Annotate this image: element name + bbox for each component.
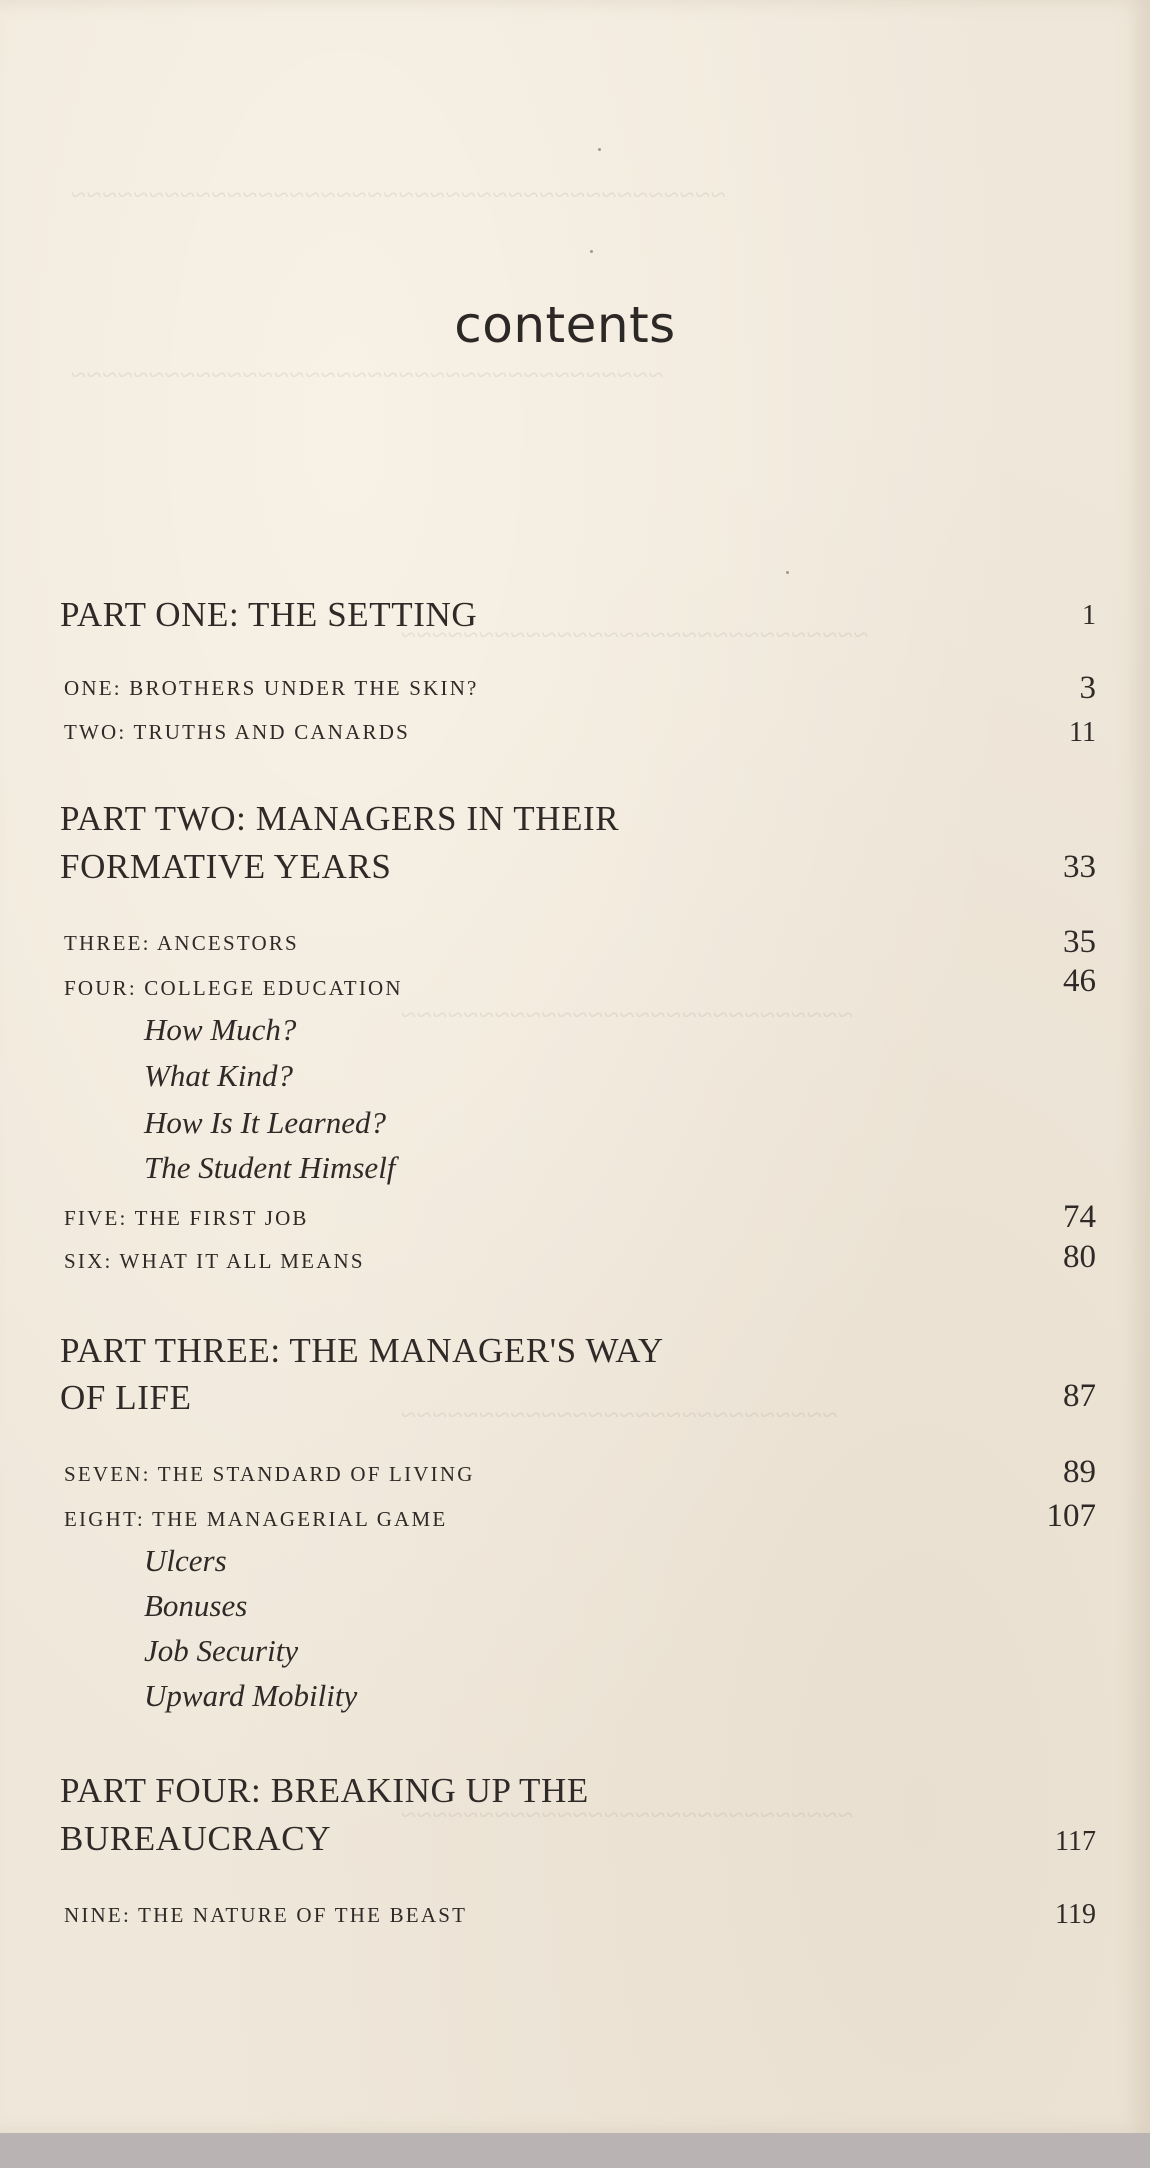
chapter-six-title: SIX: WHAT IT ALL MEANS bbox=[64, 1249, 365, 1273]
part-four-title-line2: BUREAUCRACY bbox=[60, 1819, 332, 1858]
part-two-title-line2: FORMATIVE YEARS bbox=[60, 847, 392, 886]
chapter-four-title: FOUR: COLLEGE EDUCATION bbox=[64, 976, 403, 1000]
chapter-eight-subtopic: Upward Mobility bbox=[144, 1678, 358, 1713]
chapter-four-subtopic: What Kind? bbox=[144, 1058, 293, 1093]
chapter-two-title: TWO: TRUTHS AND CANARDS bbox=[64, 720, 410, 744]
chapter-eight-subtopic: Ulcers bbox=[144, 1543, 227, 1578]
chapter-nine-title: NINE: THE NATURE OF THE BEAST bbox=[64, 1903, 468, 1927]
chapter-four-subtopic: The Student Himself bbox=[144, 1150, 396, 1185]
chapter-three-title: THREE: ANCESTORS bbox=[64, 931, 299, 955]
chapter-one-title: ONE: BROTHERS UNDER THE SKIN? bbox=[64, 676, 479, 700]
scan-background-strip bbox=[0, 2133, 1150, 2168]
chapter-eight-title: EIGHT: THE MANAGERIAL GAME bbox=[64, 1507, 448, 1531]
chapter-four-subtopic: How Much? bbox=[144, 1012, 297, 1047]
part-one-title: PART ONE: THE SETTING bbox=[60, 595, 478, 634]
part-three-title-line2: OF LIFE bbox=[60, 1378, 192, 1417]
chapter-eight-subtopic: Job Security bbox=[144, 1633, 299, 1668]
chapter-one-page: 3 bbox=[1079, 670, 1096, 706]
chapter-two-page: 11 bbox=[1069, 717, 1096, 748]
chapter-seven-title: SEVEN: THE STANDARD OF LIVING bbox=[64, 1462, 475, 1486]
part-three-page: 87 bbox=[1063, 1378, 1096, 1414]
chapter-five-page: 74 bbox=[1063, 1199, 1096, 1235]
part-four-title-line1: PART FOUR: BREAKING UP THE bbox=[60, 1771, 589, 1810]
chapter-four-page: 46 bbox=[1063, 963, 1096, 999]
chapter-eight-page: 107 bbox=[1046, 1498, 1096, 1534]
part-four-page: 117 bbox=[1055, 1826, 1096, 1857]
paper-speck bbox=[786, 571, 789, 574]
paper-speck bbox=[590, 250, 593, 253]
part-two-page: 33 bbox=[1063, 849, 1096, 885]
part-three-title-line1: PART THREE: THE MANAGER'S WAY bbox=[60, 1331, 664, 1370]
chapter-nine-page: 119 bbox=[1055, 1899, 1096, 1930]
chapter-five-title: FIVE: THE FIRST JOB bbox=[64, 1206, 309, 1230]
paper-speck bbox=[598, 148, 601, 151]
chapter-eight-subtopic: Bonuses bbox=[144, 1588, 248, 1623]
chapter-seven-page: 89 bbox=[1063, 1454, 1096, 1490]
part-two-title-line1: PART TWO: MANAGERS IN THEIR bbox=[60, 799, 620, 838]
page-title: contents bbox=[454, 296, 676, 354]
chapter-six-page: 80 bbox=[1063, 1239, 1096, 1275]
chapter-three-page: 35 bbox=[1063, 924, 1096, 960]
book-page: ~~~~~~~~~~~~~~~~~~~~~~~~~~~~~~~~~~~~~~~~~~ ~~~~~~~~~~~~~~~~~~~~~~~~~~~~~~~~~~~~~~ ~~~~~~~~~~~~~~~~~~~~~~~~~~~~~~ ~~~~~~~~~~~~~~~~~~~~~~~~~~~~~ ~~~~~~~~~~~~~~~~~~~~~~~~~~~~ ~~~~~~~~~~~~~~~~~~~~~~~~~~~~~ contents PART ONE: THE SETTING 1 ONE: BROTHERS UNDER THE SKIN? 3 TWO: TRUTHS AND CANARDS 11 PART TWO: MANAGERS IN THEIR FORMATIVE YEARS 33 THREE: ANCESTORS 35 FOUR: COLLEGE EDUCATION 46 How Much? What Kind? How Is It Learned? The Student Himself FIVE: THE FIRST JOB 74 SIX: WHAT IT ALL MEANS 80 PART THREE: THE MANAGER'S WAY OF LIFE 87 SEVEN: THE STANDARD OF LIVING 89 EIGHT: THE MANAGERIAL GAME 107 Ulcers Bonuses Job Security Upward Mobility PART FOUR: BREAKING UP THE BUREAUCRACY 117 NINE: THE NATURE OF THE BEAST 119 bbox=[0, 0, 1150, 2133]
part-one-page: 1 bbox=[1082, 600, 1096, 631]
chapter-four-subtopic: How Is It Learned? bbox=[144, 1105, 386, 1140]
